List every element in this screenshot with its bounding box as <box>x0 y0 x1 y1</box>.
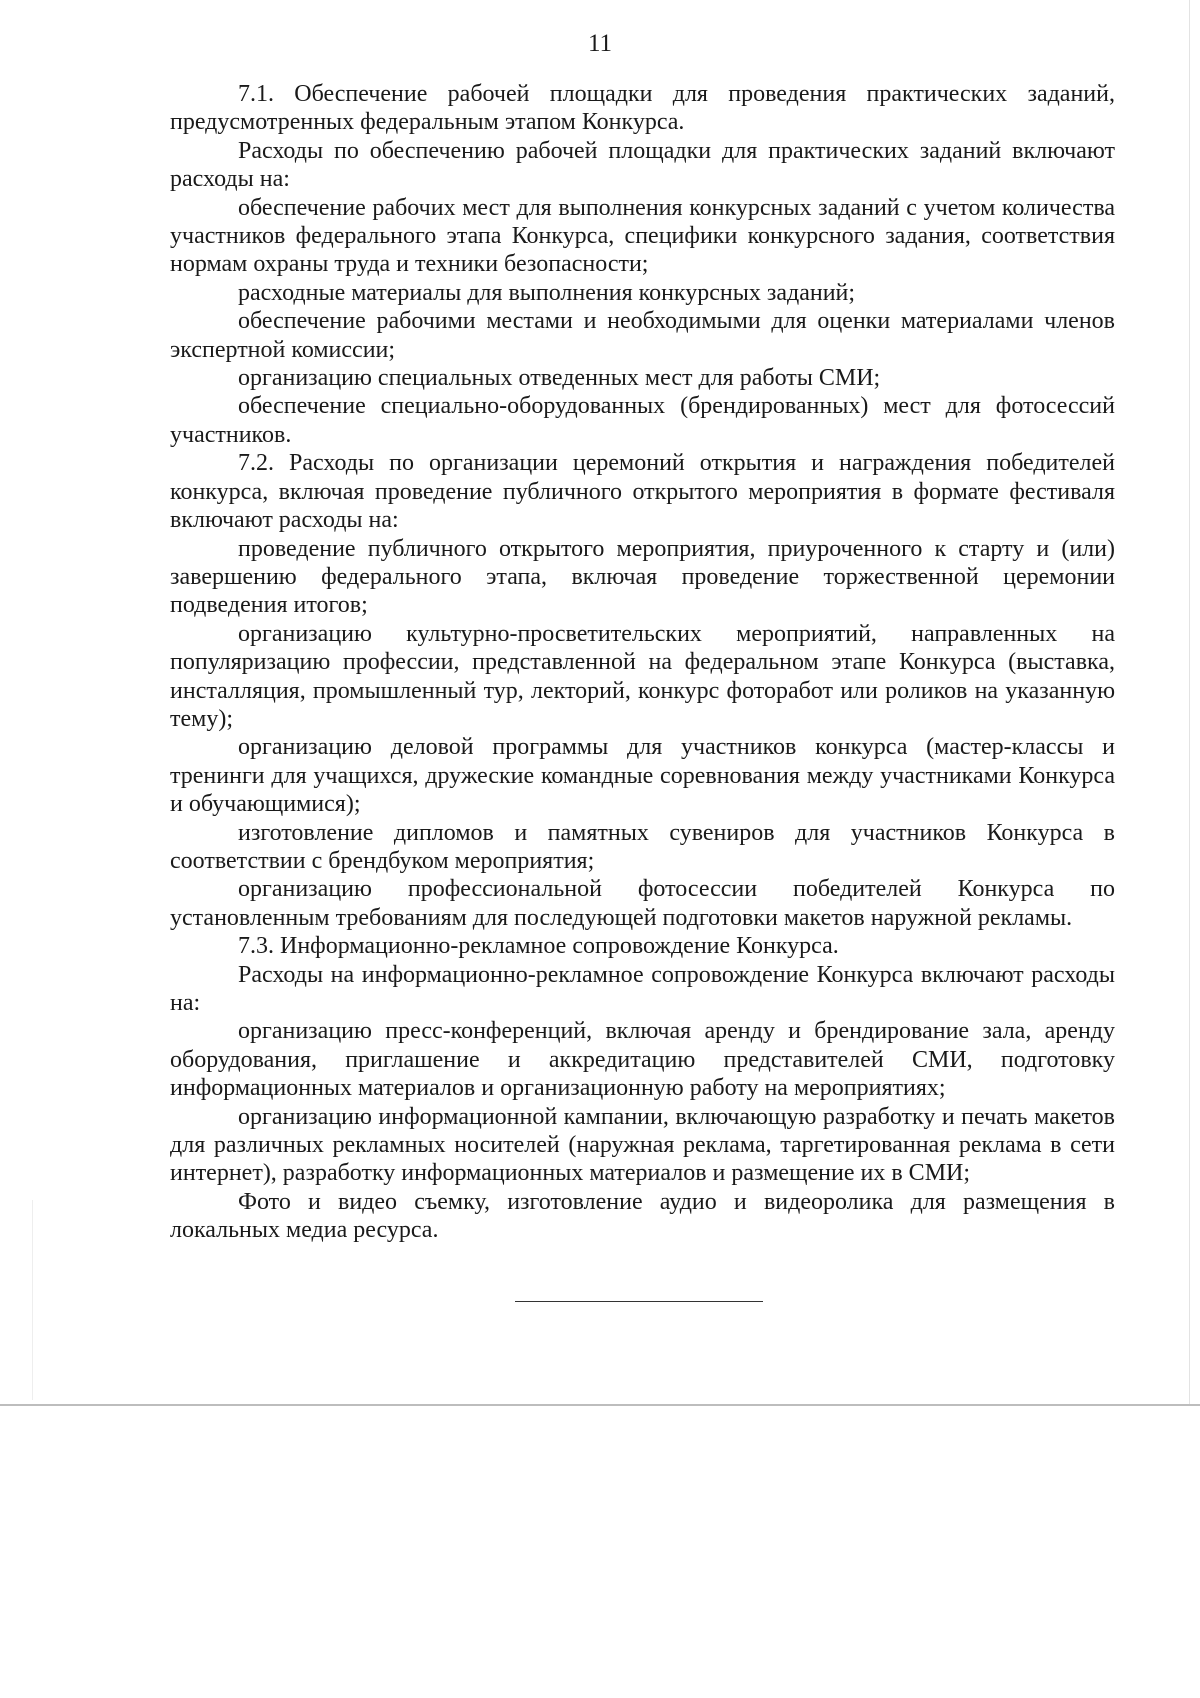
paragraph-information-campaign: организацию информационной кампании, включающую разработку и печать макетов для различных рекламных носителей (наружная реклама, таргетированная реклама в сети интернет), разработку информационных материалов и размещение их в СМИ; <box>170 1103 1115 1187</box>
paragraph-public-event: проведение публичного открытого мероприятия, приуроченного к старту и (или) завершению федерального этапа, включая проведение торжественной церемонии подведения итогов; <box>170 535 1115 619</box>
page-number: 11 <box>587 30 613 57</box>
paragraph-cultural-events: организацию культурно-просветительских мероприятий, направленных на популяризацию профессии, представленной на федеральном этапе Конкурса (выставка, инсталляция, промышленный тур, лекторий, конкурс фоторабот или роликов на указанную тему); <box>170 620 1115 732</box>
paragraph-7-1-heading: 7.1. Обеспечение рабочей площадки для проведения практических заданий, предусмотренных федеральным этапом Конкурса. <box>170 81 1115 136</box>
scan-edge-left <box>32 1200 33 1400</box>
paragraph-workspace-costs-intro: Расходы по обеспечению рабочей площадки для практических заданий включают расходы на: <box>170 137 1115 193</box>
scan-edge-right <box>1189 0 1190 1405</box>
paragraph-photo-places: обеспечение специально-оборудованных (брендированных) мест для фотосессий участников. <box>170 393 1115 448</box>
paragraph-media-places: организацию специальных отведенных мест для работы СМИ; <box>238 365 881 392</box>
paragraph-7-2-heading: 7.2. Расходы по организации церемоний открытия и награждения победителей конкурса, включая проведение публичного открытого мероприятия в формате фестиваля включают расходы на: <box>170 450 1115 534</box>
document-body <box>170 80 1115 1245</box>
paragraph-diplomas-souvenirs: изготовление дипломов и памятных сувениров для участников Конкурса в соответствии с брендбуком мероприятия; <box>170 819 1115 874</box>
paragraph-workplaces: обеспечение рабочих мест для выполнения конкурсных заданий с учетом количества участников федерального этапа Конкурса, специфики конкурсного задания, соответствия нормам охраны труда и техники безопасности; <box>170 194 1115 278</box>
paragraph-business-program: организацию деловой программы для участников конкурса (мастер-классы и тренинги для учащихся, дружеские командные соревнования между участниками Конкурса и обучающимися); <box>170 734 1115 818</box>
paragraph-7-3-heading: 7.3. Информационно-рекламное сопровождение Конкурса. <box>238 933 839 960</box>
end-of-text-rule <box>515 1301 763 1302</box>
paragraph-press-conferences: организацию пресс-конференций, включая аренду и брендирование зала, аренду оборудования, приглашение и аккредитацию представителей СМИ, подготовку информационных материалов и организационную работу на мероприятиях; <box>170 1018 1115 1102</box>
paragraph-expert-commission: обеспечение рабочими местами и необходимыми для оценки материалами членов экспертной комиссии; <box>170 308 1115 363</box>
paragraph-advertising-costs-intro: Расходы на информационно-рекламное сопровождение Конкурса включают расходы на: <box>170 961 1115 1016</box>
paragraph-photo-video: Фото и видео съемку, изготовление аудио и видеоролика для размещения в локальных медиа ресурса. <box>170 1188 1115 1244</box>
paragraph-consumables: расходные материалы для выполнения конкурсных заданий; <box>238 279 856 306</box>
scan-bottom-line <box>0 1404 1200 1406</box>
paragraph-winners-photoshoot: организацию профессиональной фотосессии победителей Конкурса по установленным требованиям для последующей подготовки макетов наружной рекламы. <box>170 876 1115 931</box>
